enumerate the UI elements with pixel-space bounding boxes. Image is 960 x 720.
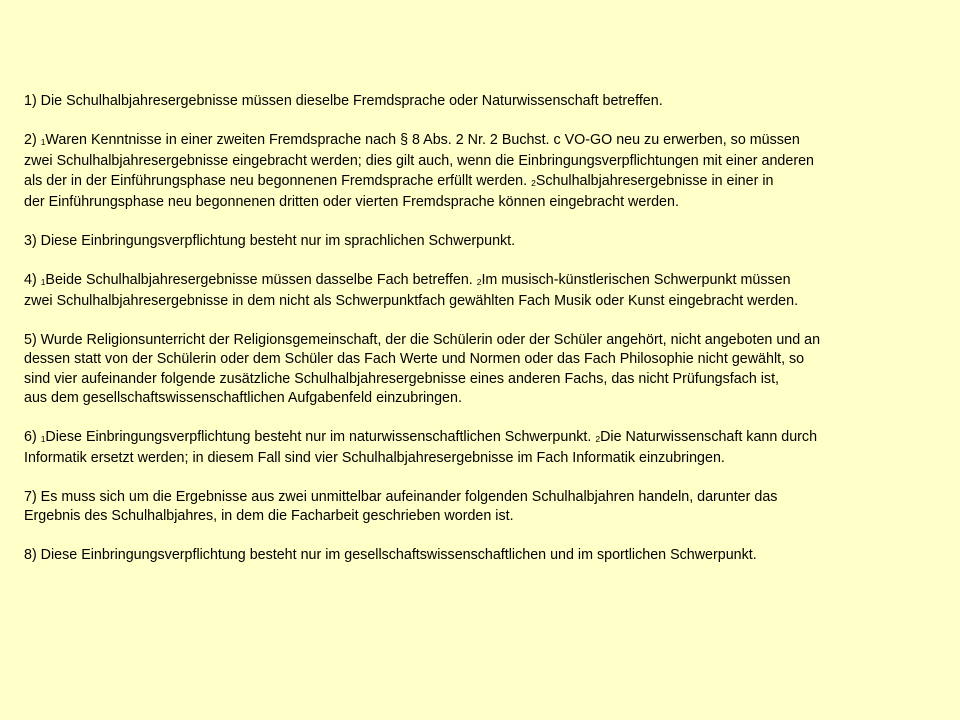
footnote-3 [24,232,924,251]
footnote-text: Waren Kenntnisse in einer zweiten Fremdsprache nach § 8 Abs. 2 Nr. 2 Buchst. c VO-GO neu zu erwerben, so müssen [45,131,800,148]
footnote-4 [24,271,924,312]
footnote-5 [24,331,924,409]
footnote-text: 3) Diese Einbringungsverpflichtung besteht nur im sprachlichen Schwerpunkt. [24,232,516,249]
footnote-8 [24,546,924,565]
footnote-text: zwei Schulhalbjahresergebnisse in dem nicht als Schwerpunktfach gewählten Fach Musik oder Kunst eingebracht werden. [24,293,799,310]
footnote-line [24,546,924,565]
sentence-number: 1 [40,276,46,287]
footnote-2 [24,131,924,213]
footnote-line [24,271,924,292]
footnote-text: 1) Die Schulhalbjahresergebnisse müssen dieselbe Fremdsprache oder Naturwissenschaft betreffen. [24,93,663,109]
footnote-text: aus dem gesellschaftswissenschaftlichen Aufgabenfeld einzubringen. [24,390,462,407]
footnote-line [24,131,924,152]
sentence-number: 2 [595,433,601,444]
footnote-line [24,389,924,408]
footnote-text: sind vier aufeinander folgende zusätzliche Schulhalbjahresergebnisse eines anderen Fachs, das nicht Prüfungsfach ist, [24,370,780,387]
footnote-line [24,92,924,111]
footnote-line [24,292,924,311]
footnote-line [24,193,924,212]
footnote-text: 4) [24,271,41,288]
footnote-line [24,152,924,171]
footnote-text: als der in der Einführungsphase neu begonnenen Fremdsprache erfüllt werden. [24,172,532,189]
footnote-text: Diese Einbringungsverpflichtung besteht nur im naturwissenschaftlichen Schwerpunkt. [45,428,596,445]
footnote-line [24,331,924,350]
footnote-text: der Einführungsphase neu begonnenen dritten oder vierten Fremdsprache können eingebracht werden. [24,194,679,211]
footnote-text: zwei Schulhalbjahresergebnisse eingebracht werden; dies gilt auch, wenn die Einbringungsverpflichtungen mit einer anderen [24,153,814,170]
footnote-line [24,232,924,251]
footnote-line [24,488,924,507]
footnote-line [24,370,924,389]
footnote-text: Informatik ersetzt werden; in diesem Fall sind vier Schulhalbjahresergebnisse im Fach Informatik einzubringen. [24,450,725,467]
footnote-line [24,172,924,193]
sentence-number: 2 [531,177,536,188]
footnote-text: 5) Wurde Religionsunterricht der Religionsgemeinschaft, der die Schülerin oder der Schüler angehört, nicht angeboten und an [24,331,821,348]
sentence-number: 1 [40,136,46,147]
footnote-text: 2) [24,131,41,148]
footnote-text: Im musisch-künstlerischen Schwerpunkt müssen [481,271,791,288]
footnote-text: Die Naturwissenschaft kann durch [600,428,818,445]
footnote-text: Schulhalbjahresergebnisse in einer in [535,172,774,189]
sentence-number: 1 [40,433,46,444]
footnote-6 [24,428,924,469]
footnote-line [24,507,924,526]
footnote-line [24,449,924,468]
footnote-line [24,428,924,449]
footnote-text: 8) Diese Einbringungsverpflichtung besteht nur im gesellschaftswissenschaftlichen und im sportlichen Schwerpunkt. [24,547,757,564]
footnote-text: 7) Es muss sich um die Ergebnisse aus zwei unmittelbar aufeinander folgenden Schulhalbjahren handeln, darunter das [24,489,778,506]
footnote-text: Ergebnis des Schulhalbjahres, in dem die Facharbeit geschrieben worden ist. [24,508,514,525]
footnote-text: Beide Schulhalbjahresergebnisse müssen dasselbe Fach betreffen. [45,271,477,288]
footnote-text: dessen statt von der Schülerin oder dem Schüler das Fach Werte und Normen oder das Fach Philosophie nicht gewählt, so [24,351,805,368]
footnote-1 [24,92,924,111]
sentence-number: 2 [476,276,482,287]
footnotes-list [24,92,924,585]
footnote-7 [24,488,924,527]
footnote-line [24,350,924,369]
footnote-text: 6) [24,428,41,445]
